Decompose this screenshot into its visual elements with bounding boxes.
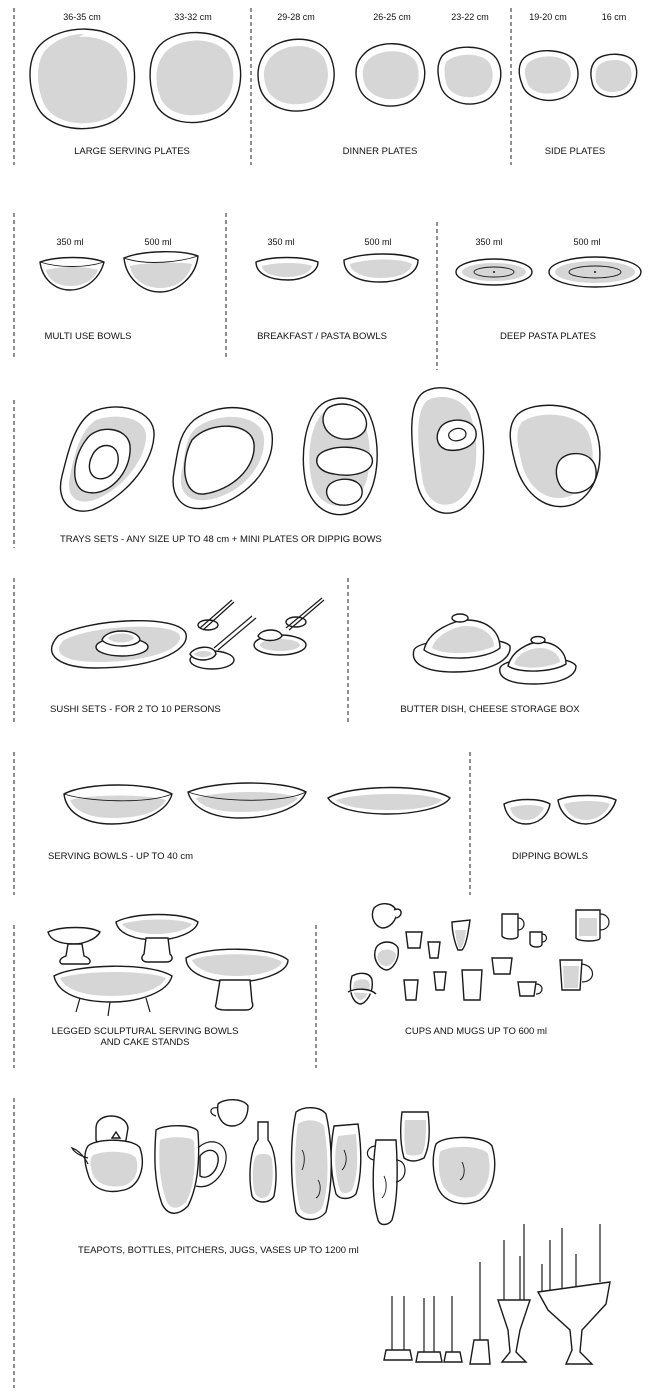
- plate-illustration: [258, 39, 334, 111]
- section-label: MULTI USE BOWLS: [44, 331, 132, 342]
- bowl-illustration: [40, 258, 104, 291]
- section-label: TRAYS SETS - ANY SIZE UP TO 48 cm + MINI PLATES OR DIPPIG BOWS: [60, 534, 382, 545]
- dipping-bowl-illustration: [558, 796, 616, 825]
- teapots-section: [14, 1098, 610, 1388]
- section-label: CUPS AND MUGS UP TO 600 ml: [404, 1026, 548, 1037]
- teapot-illustration: [72, 1116, 142, 1191]
- sushi-board-illustration: [52, 621, 187, 668]
- vase-illustration: [433, 1137, 494, 1203]
- section-label: BREAKFAST / PASTA BOWLS: [257, 331, 387, 342]
- size-label: 19-20 cm: [529, 12, 567, 22]
- tray-illustration: [510, 405, 600, 506]
- size-label: 350 ml: [56, 237, 84, 247]
- section-label: SERVING BOWLS - UP TO 40 cm: [48, 851, 194, 862]
- section-label: DIPPING BOWLS: [511, 851, 589, 862]
- plate-illustration: [438, 47, 501, 104]
- dipping-bowl-illustration: [504, 800, 550, 825]
- bowls-section: [14, 213, 641, 370]
- cake-stand-illustration: [116, 915, 198, 963]
- bowl-illustration: [344, 254, 418, 282]
- plate-illustration: [591, 54, 637, 97]
- trays-section: [14, 388, 600, 548]
- cheese-box-illustration: [500, 637, 576, 685]
- pasta-plate-illustration: [549, 257, 641, 287]
- sushi-plate-illustration: [254, 598, 324, 655]
- plate-illustration: [150, 33, 241, 123]
- section-label: LEGGED SCULPTURAL SERVING BOWLS: [51, 1026, 239, 1037]
- size-label: 33-32 cm: [174, 12, 212, 22]
- legged-cups-section: [14, 904, 609, 1068]
- creamer-illustration: [211, 1100, 248, 1126]
- size-label: 500 ml: [573, 237, 601, 247]
- size-label: 16 cm: [601, 12, 627, 22]
- plate-illustration: [356, 44, 425, 106]
- section-label: TEAPOTS, BOTTLES, PITCHERS, JUGS, VASES UP TO 1200 ml: [78, 1245, 359, 1256]
- serving-bowl-illustration: [64, 785, 172, 824]
- plate-illustration: [30, 29, 135, 129]
- tray-illustration: [173, 408, 272, 509]
- pitcher-illustration: [155, 1126, 226, 1214]
- serving-bowl-illustration: [188, 783, 306, 818]
- section-label: BUTTER DISH, CHEESE STORAGE BOX: [400, 704, 580, 715]
- sushi-butter-section: [14, 578, 580, 725]
- vase-illustration: [331, 1124, 361, 1199]
- tray-illustration: [60, 407, 154, 511]
- butter-dish-illustration: [413, 614, 510, 672]
- section-label: SIDE PLATES: [544, 146, 606, 157]
- bowl-illustration: [256, 258, 318, 281]
- plates-section: [14, 8, 637, 165]
- cake-stand-illustration: [186, 949, 288, 1010]
- vase-illustration: [292, 1108, 332, 1220]
- size-label: 500 ml: [364, 237, 392, 247]
- cups-group-illustration: [348, 904, 609, 1004]
- size-label: 26-25 cm: [373, 12, 411, 22]
- size-label: 29-28 cm: [277, 12, 315, 22]
- cake-stand-illustration: [48, 928, 100, 965]
- section-label: DINNER PLATES: [342, 146, 418, 157]
- pasta-plate-illustration: [456, 259, 532, 285]
- legged-bowl-illustration: [54, 966, 172, 1016]
- sushi-plate-illustration: [198, 600, 234, 630]
- bottle-illustration: [250, 1122, 276, 1202]
- size-label: 500 ml: [144, 237, 172, 247]
- size-label: 36-35 cm: [63, 12, 101, 22]
- vase-illustration: [401, 1112, 430, 1161]
- candle-holders-illustration: [384, 1224, 610, 1364]
- serving-bowl-illustration: [328, 788, 450, 815]
- size-label: 350 ml: [267, 237, 295, 247]
- bowl-illustration: [124, 252, 198, 292]
- section-label: LARGE SERVING PLATES: [74, 146, 190, 157]
- section-label: DEEP PASTA PLATES: [500, 331, 596, 342]
- size-label: 23-22 cm: [451, 12, 489, 22]
- size-label: 350 ml: [475, 237, 503, 247]
- plate-illustration: [519, 51, 578, 101]
- section-label: SUSHI SETS - FOR 2 TO 10 PERSONS: [50, 704, 221, 715]
- section-label: AND CAKE STANDS: [100, 1037, 190, 1048]
- jug-illustration: [367, 1140, 405, 1225]
- tray-illustration: [412, 388, 484, 513]
- serving-bowls-section: [14, 752, 616, 895]
- tray-illustration: [303, 398, 377, 515]
